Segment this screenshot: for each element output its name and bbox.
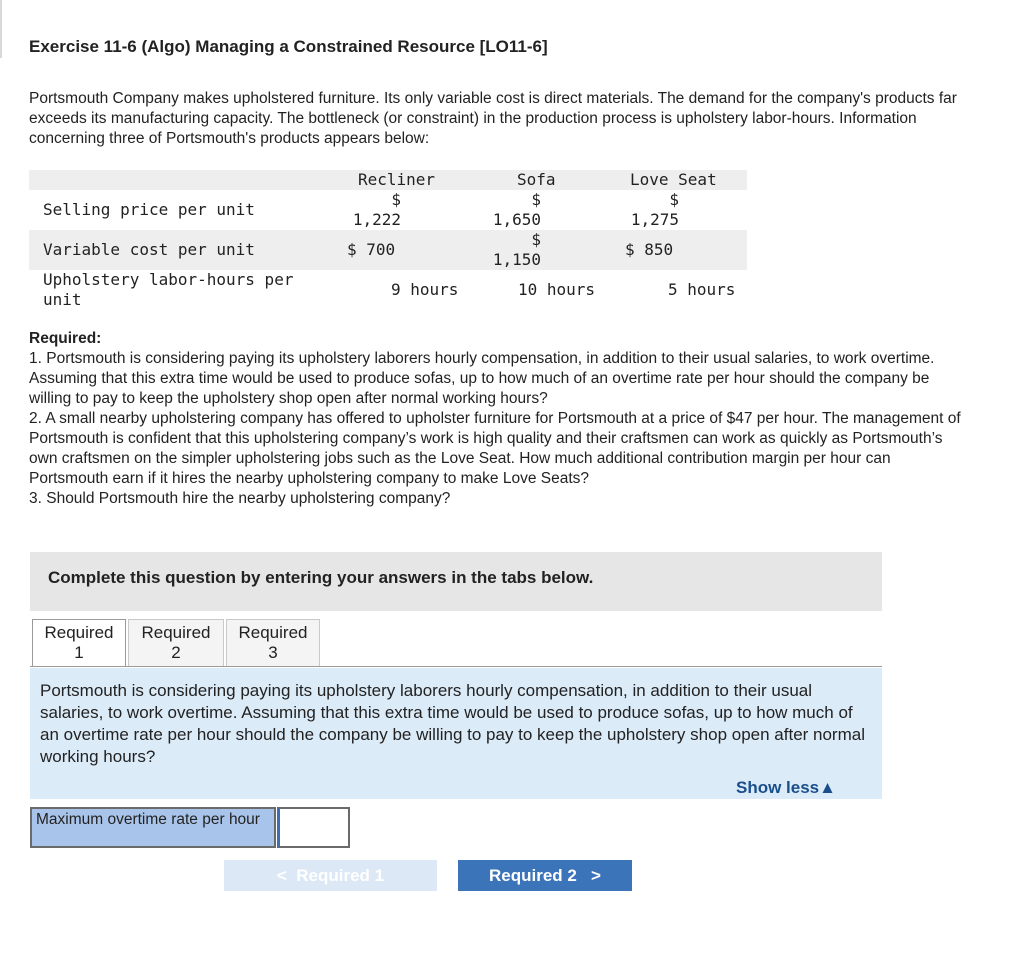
- cell-love-seat-hours: 5 hours: [668, 280, 736, 299]
- row-label-labor-hours: Upholstery labor-hours per unit: [43, 270, 294, 309]
- required-item-1: 1. Portsmouth is considering paying its upholstery laborers hourly compensation, in addition to their usual salaries, to work overtime. Assuming that this extra time would be used to produce sofas, up to how much of an overtime rate per hour should the company be willing to pay to keep the upholstery shop open after normal working hours?: [29, 350, 935, 407]
- cell-recliner-price: $ 1,222: [352, 190, 401, 229]
- cell-sofa-variable-cost: $ 1,150: [492, 230, 541, 269]
- col-header-love-seat: Love Seat: [630, 170, 717, 189]
- required-heading: Required:: [29, 330, 102, 347]
- show-less-label[interactable]: Show less: [736, 778, 820, 797]
- cell-love-seat-price: $ 1,275: [630, 190, 679, 229]
- cell-recliner-hours: 9 hours: [391, 280, 459, 299]
- required-item-2: 2. A small nearby upholstering company has offered to upholster furniture for Portsmouth at a price of $47 per hour. The management of Portsmouth is confident that this upholstering company’s work is high quality and their craftsmen can work as quickly as Portsmouth’s own craftsmen on the simpler upholstering jobs such as the Love Seat. How much additional contribution margin per hour can Portsmouth earn if it hires the nearby upholstering company to make Love Seats?: [29, 410, 961, 487]
- next-button-label[interactable]: Required 2: [489, 866, 577, 885]
- tab-required-1[interactable]: Required 1: [32, 619, 126, 667]
- cell-sofa-hours: 10 hours: [518, 280, 596, 299]
- page-title: Exercise 11-6 (Algo) Managing a Constrained Resource [LO11-6]: [29, 37, 548, 56]
- cell-recliner-variable-cost: $ 700: [347, 240, 396, 259]
- tab-required-2[interactable]: Required 2: [128, 619, 224, 667]
- row-label-selling-price: Selling price per unit: [43, 200, 255, 219]
- triangle-up-icon[interactable]: ▲: [819, 778, 836, 797]
- tab-required-3[interactable]: Required 3: [226, 619, 320, 667]
- banner-text: Complete this question by entering your answers in the tabs below.: [48, 568, 594, 587]
- chevron-right-icon[interactable]: >: [591, 866, 601, 885]
- instruction-banner: [30, 552, 882, 611]
- col-header-sofa: Sofa: [517, 170, 556, 189]
- required-item-3: 3. Should Portsmouth hire the nearby upholstering company?: [29, 490, 451, 507]
- cell-love-seat-variable-cost: $ 850: [625, 240, 674, 259]
- col-header-recliner: Recliner: [358, 170, 436, 189]
- show-less-link[interactable]: [736, 778, 836, 798]
- answer-label: Maximum overtime rate per hour: [30, 807, 276, 848]
- panel-question-text: Portsmouth is considering paying its upholstery laborers hourly compensation, in addition to their usual salaries, to work overtime. Assuming that this extra time would be used to produce sofas, up to how much of an overtime rate per hour should the company be willing to pay to keep the upholstery shop open after normal working hours?: [40, 681, 865, 766]
- overtime-rate-input[interactable]: [277, 807, 350, 848]
- prev-button-label: Required 1: [296, 866, 385, 885]
- row-label-variable-cost: Variable cost per unit: [43, 240, 255, 259]
- chevron-left-icon: <: [276, 866, 287, 885]
- product-table: [29, 170, 747, 322]
- next-required-button[interactable]: [458, 860, 632, 891]
- cell-sofa-price: $ 1,650: [492, 190, 541, 229]
- tab-divider: [30, 666, 882, 667]
- required-section: [29, 329, 969, 509]
- prev-required-button: [224, 860, 437, 891]
- intro-text: Portsmouth Company makes upholstered furniture. Its only variable cost is direct materials. The demand for the company's products far exceeds its manufacturing capacity. The bottleneck (or constraint) in the production process is upholstery labor-hours. Information concerning three of Portsmouth's products appears below:: [29, 90, 957, 147]
- left-rule: [0, 0, 2, 58]
